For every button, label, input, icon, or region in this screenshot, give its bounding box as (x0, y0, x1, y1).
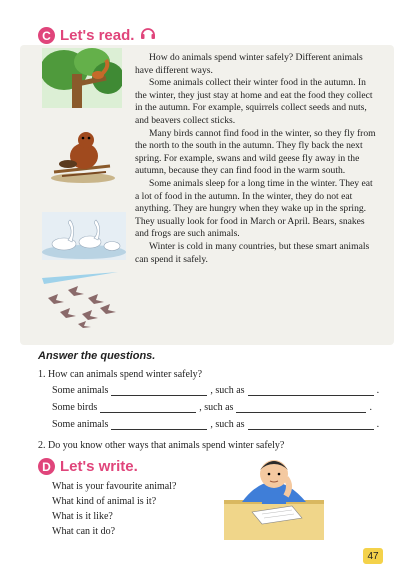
fill-row-2 (52, 402, 372, 413)
section-d-badge: D (38, 458, 55, 475)
fill-row-start: Some animals (52, 385, 109, 396)
section-c-title: Let's read. (60, 27, 135, 44)
swans-illustration (42, 212, 126, 265)
reading-paragraph: Some animals sleep for a long time in the winter. They eat a lot of food in the autumn. In the winter, they do not eat anything. They are hungry when they wake up in the spring. They usually look for food in March or April. Bears, snakes and frogs are such animals. (135, 177, 373, 240)
fill-row-end: . (376, 419, 380, 430)
section-d-title: Let's write. (60, 458, 138, 475)
question-1: 1. How can animals spend winter safely? (38, 369, 203, 380)
headphones-icon[interactable] (140, 26, 156, 45)
reading-paragraph: Winter is cold in many countries, but these smart animals can spend it safely. (135, 240, 370, 265)
fill-row-3 (52, 419, 379, 430)
answer-blank[interactable] (100, 402, 196, 413)
fill-row-start: Some animals (52, 419, 109, 430)
answer-blank[interactable] (248, 385, 374, 396)
fill-row-mid: , such as (210, 385, 245, 396)
fill-row-1 (52, 385, 379, 396)
reading-paragraph: How do animals spend winter safely? Different animals have different ways. (135, 52, 363, 76)
section-c-header (38, 26, 156, 45)
reading-paragraph: Many birds cannot find food in the winter, so they fly from the north to the south in the autumn. They fly back the next spring. For example, swans and wild geese fly away in the autumn, because they can find food in the warm south. (135, 127, 376, 177)
section-d-header (38, 458, 138, 475)
write-question: What is it like? (52, 511, 113, 522)
answer-blank[interactable] (236, 402, 366, 413)
write-question: What is your favourite animal? (52, 481, 177, 492)
answer-questions-title: Answer the questions. (38, 350, 156, 362)
answer-blank[interactable] (111, 385, 207, 396)
fill-row-mid: , such as (210, 419, 245, 430)
boy-writing-illustration (222, 452, 326, 549)
geese-illustration (38, 268, 124, 335)
reading-text (135, 52, 379, 266)
fill-row-end: . (369, 402, 372, 413)
answer-blank[interactable] (248, 419, 374, 430)
squirrel-tree-illustration (42, 48, 122, 113)
fill-row-start: Some birds (52, 402, 98, 413)
beaver-illustration (48, 122, 118, 189)
write-question: What kind of animal is it? (52, 496, 157, 507)
write-question: What can it do? (52, 526, 116, 537)
page-number: 47 (363, 548, 383, 564)
answer-blank[interactable] (111, 419, 207, 430)
fill-row-end: . (376, 385, 380, 396)
question-2: 2. Do you know other ways that animals spend winter safely? (38, 440, 285, 451)
section-c-badge: C (38, 27, 55, 44)
reading-paragraph: Some animals collect their winter food in the autumn. In the winter, they just stay at home and eat the food they collect in the autumn. For example, squirrels collect seeds and nuts, and beavers collect sticks. (135, 77, 373, 126)
fill-row-mid: , such as (199, 402, 234, 413)
